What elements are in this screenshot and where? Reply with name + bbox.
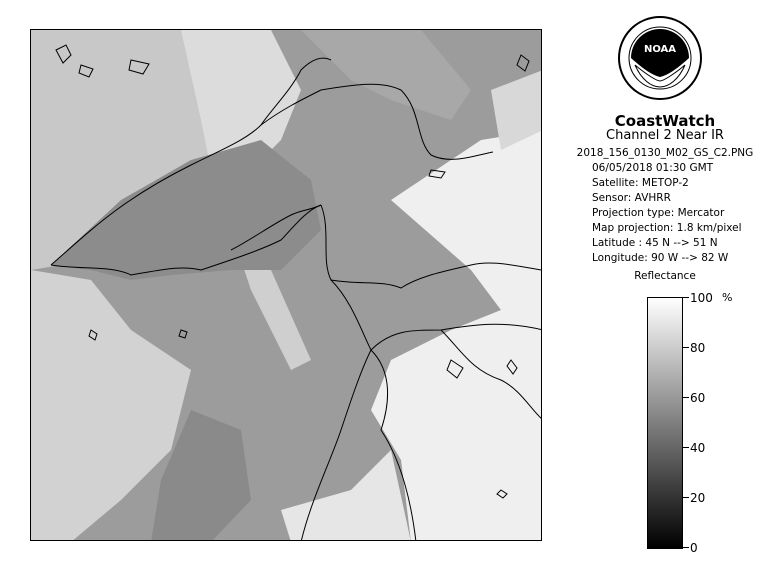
sensor-label: Sensor: AVHRR: [592, 192, 671, 204]
coastwatch-title: CoastWatch: [614, 112, 716, 130]
projection-type-label: Projection type: Mercator: [592, 207, 725, 219]
colorbar-tick: [683, 447, 689, 448]
map-svg: [31, 30, 542, 541]
longitude-label: Longitude: 90 W --> 82 W: [592, 252, 729, 264]
svg-text:NOAA: NOAA: [643, 44, 677, 55]
reflectance-colorbar: [647, 297, 683, 549]
colorbar-tick: [683, 547, 689, 548]
noaa-logo-icon: [617, 15, 703, 101]
colorbar-tick: [683, 497, 689, 498]
datetime-label: 06/05/2018 01:30 GMT: [592, 162, 714, 174]
image-filename: 2018_156_0130_M02_GS_C2.PNG: [576, 147, 754, 159]
colorbar-tick-label: 100: [690, 291, 713, 305]
colorbar-tick: [683, 297, 689, 298]
colorbar-tick: [683, 397, 689, 398]
latitude-label: Latitude : 45 N --> 51 N: [592, 237, 718, 249]
colorbar-title: Reflectance: [634, 270, 696, 282]
noaa-logo: [617, 15, 703, 101]
colorbar-tick-label: 80: [690, 341, 706, 355]
colorbar-unit: %: [722, 291, 733, 304]
map-projection-label: Map projection: 1.8 km/pixel: [592, 222, 742, 234]
satellite-image-map: [30, 29, 542, 541]
colorbar-tick-label: 60: [690, 391, 706, 405]
colorbar-tick-label: 40: [690, 441, 706, 455]
colorbar-tick-label: 0: [690, 541, 698, 555]
channel-subtitle: Channel 2 Near IR: [606, 128, 724, 143]
satellite-label: Satellite: METOP-2: [592, 177, 689, 189]
colorbar-tick-label: 20: [690, 491, 706, 505]
colorbar-tick: [683, 347, 689, 348]
